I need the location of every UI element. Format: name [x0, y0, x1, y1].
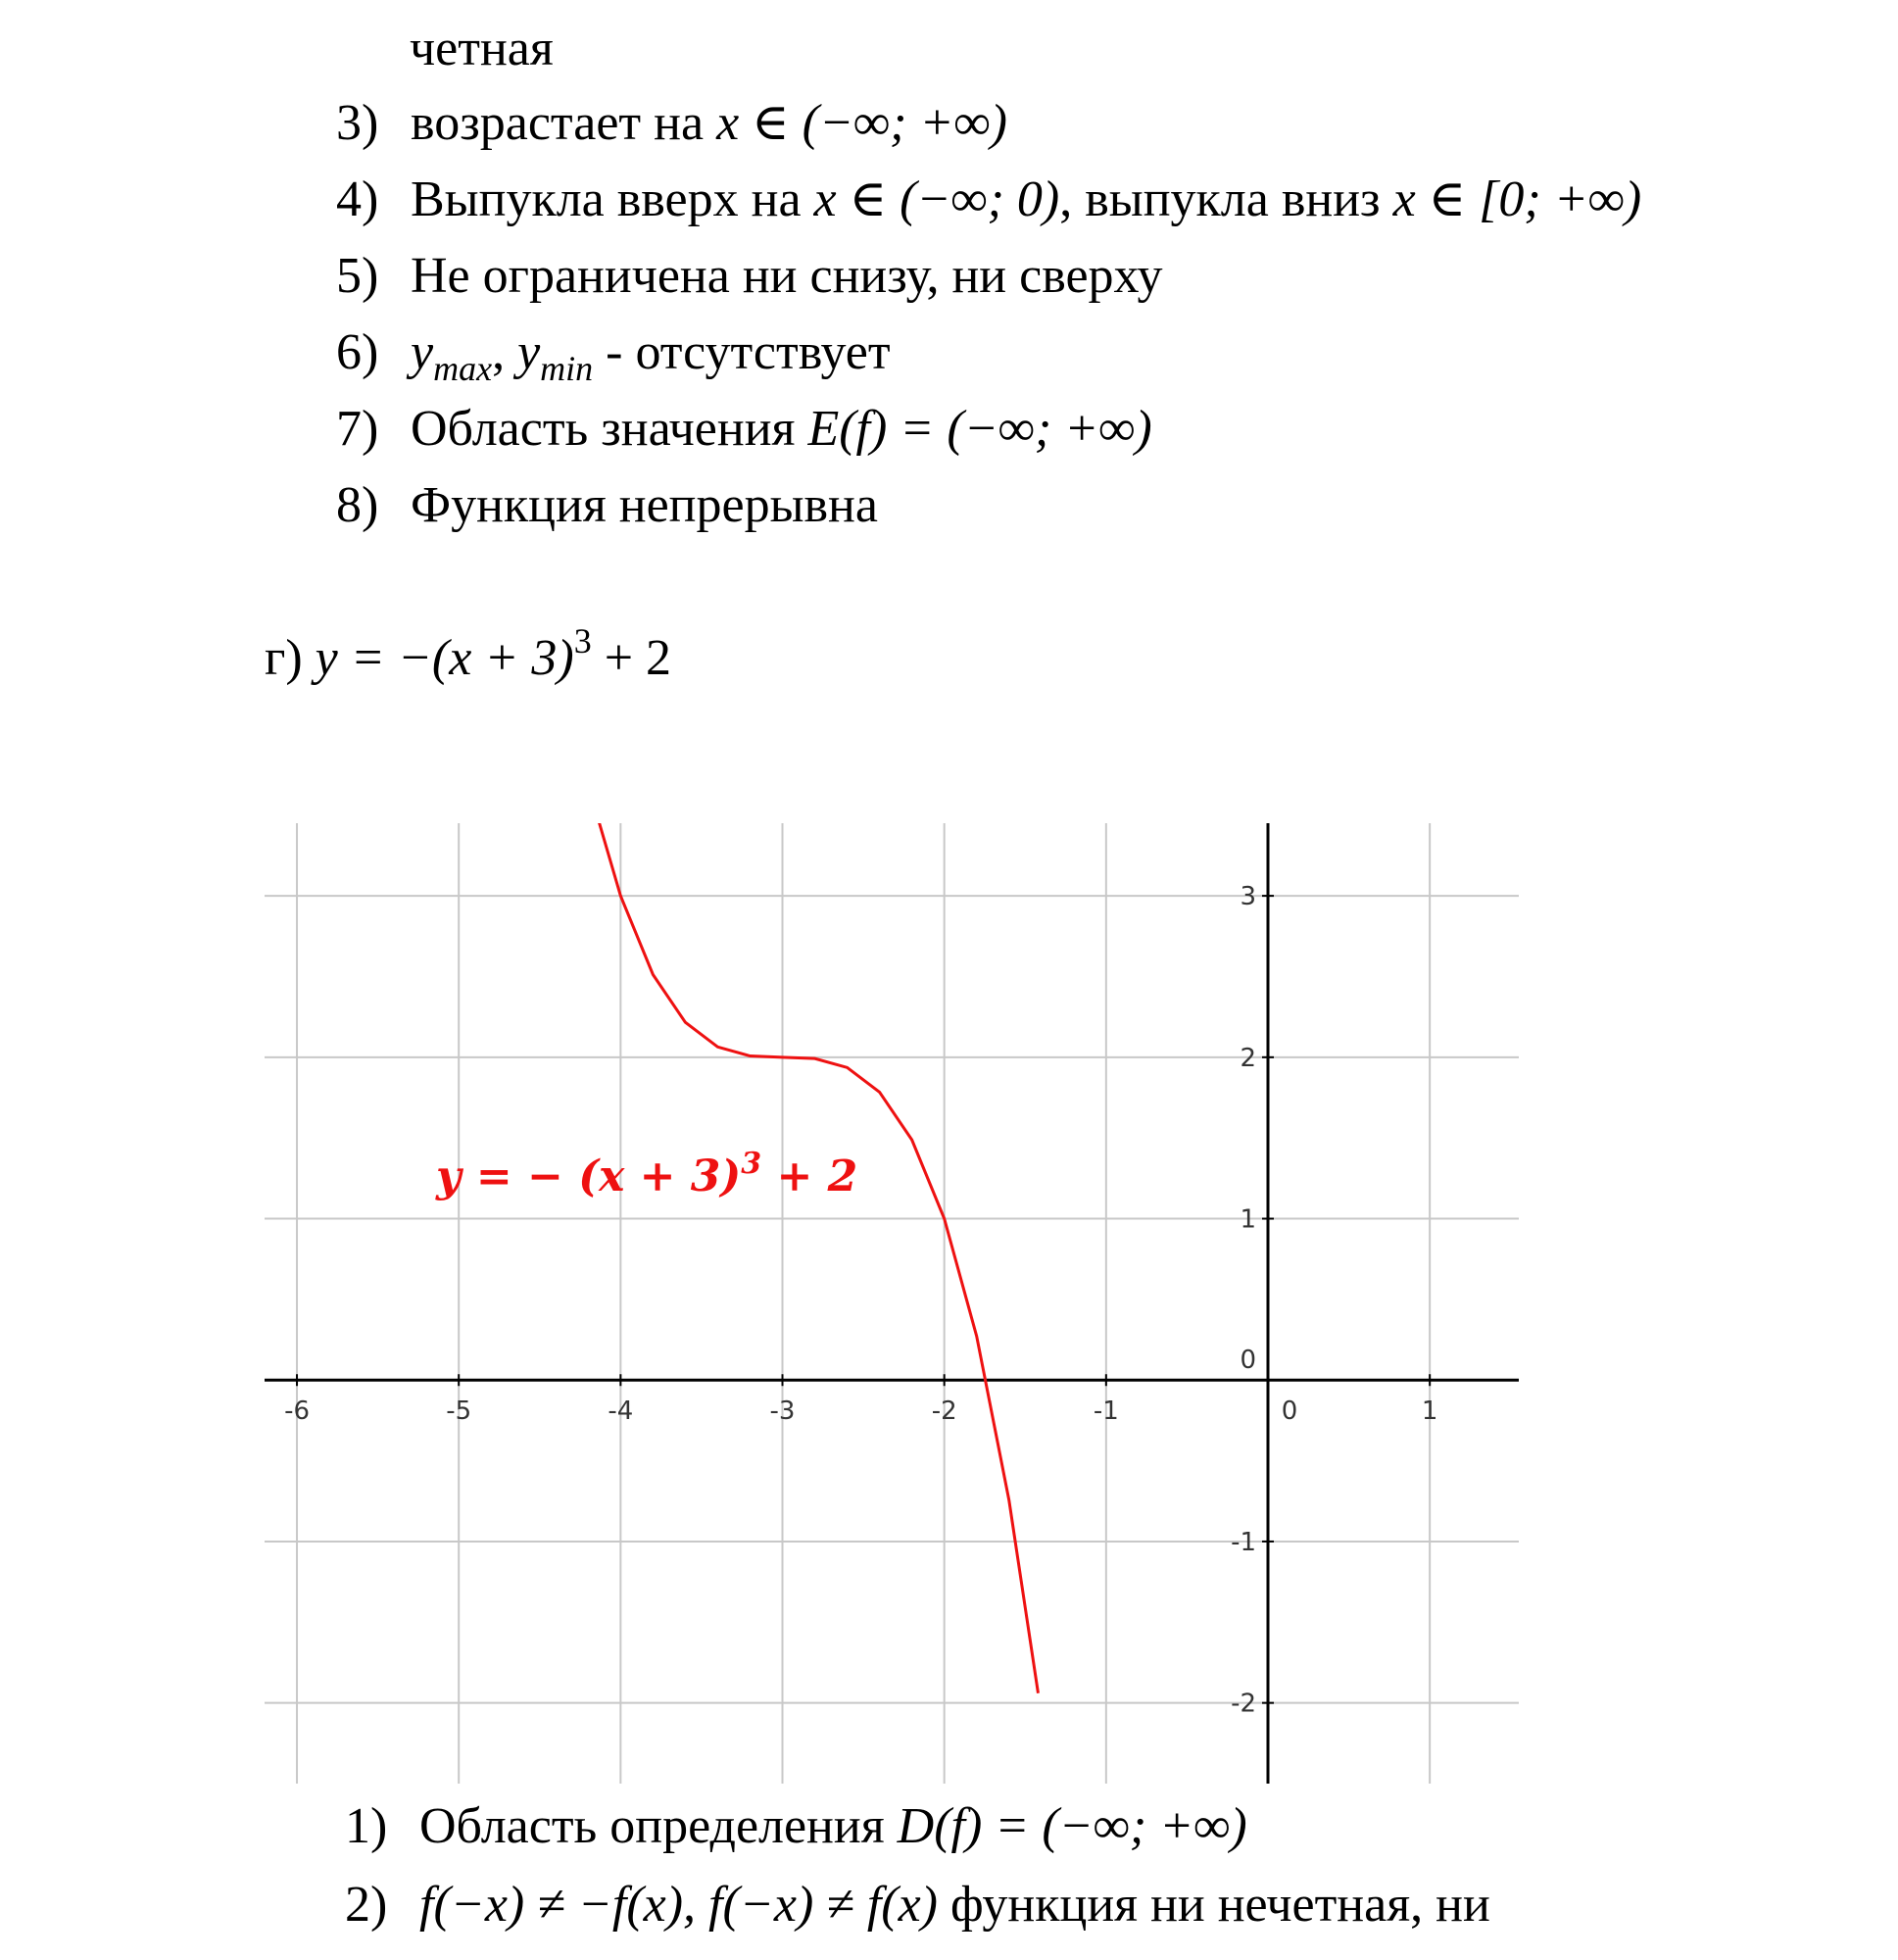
item-number: 5) — [336, 248, 379, 304]
item-math: x ∈ (−∞; 0) — [813, 172, 1060, 227]
x-tick-label-3: -3 — [769, 1396, 796, 1427]
list-item-1 — [345, 1798, 1247, 1854]
section-formula: y = −(x + 3) — [315, 630, 574, 686]
x-tick-label-7: 1 — [1421, 1396, 1438, 1427]
y-tick-label-5: 3 — [1240, 882, 1256, 912]
ymax-subscript: max — [433, 349, 493, 388]
x-tick-label-2: -4 — [608, 1396, 634, 1427]
item-math: f(−x) ≠ −f(x), f(−x) ≠ f(x) — [419, 1877, 938, 1933]
item-text: - отсутствует — [593, 324, 891, 380]
x-tick-label-4: -2 — [931, 1396, 957, 1427]
y-tick-label-3: 1 — [1240, 1204, 1256, 1235]
item-number: 8) — [336, 477, 379, 533]
item-text: Область значения — [411, 401, 808, 457]
list-item-7 — [336, 401, 1152, 457]
curve-label — [435, 1147, 857, 1201]
item-number: 1) — [345, 1798, 388, 1854]
list-item-3 — [336, 95, 1007, 151]
item-number: 4) — [336, 172, 379, 227]
item-number: 7) — [336, 401, 379, 457]
grid-lines — [265, 823, 1519, 1784]
item-text: Область определения — [419, 1798, 898, 1854]
x-tick-label-5: -1 — [1093, 1396, 1119, 1427]
item-text: возрастает на — [411, 95, 717, 151]
curve-label-main: y = − (x + 3) — [436, 1152, 742, 1201]
tick-labels — [284, 882, 1437, 1719]
item-text: функция ни нечетная, ни — [938, 1877, 1490, 1933]
curve-label-tail: + 2 — [761, 1152, 858, 1201]
item-text: Выпукла вверх на — [411, 172, 814, 227]
y-tick-label-1: -1 — [1231, 1527, 1256, 1557]
x-tick-label-0: -6 — [284, 1396, 311, 1427]
item-math-2: x ∈ [0; +∞) — [1392, 172, 1642, 227]
list-item-8 — [336, 477, 878, 533]
function-curve — [598, 823, 1038, 1693]
ymin-subscript: min — [540, 349, 594, 388]
item-number: 3) — [336, 95, 379, 151]
item-text: Не ограничена ни снизу, ни сверху — [411, 248, 1163, 304]
list-item-2 — [345, 1877, 1490, 1933]
section-formula-exponent: 3 — [573, 621, 592, 661]
y-tick-label-4: 2 — [1240, 1043, 1256, 1073]
list-item-5 — [336, 248, 1163, 304]
item-text-2: , выпукла вниз — [1059, 172, 1393, 227]
item-math: E(f) = (−∞; +∞) — [807, 401, 1152, 457]
comma: , — [492, 324, 518, 380]
section-label: г) — [265, 630, 303, 686]
item-math: x ∈ (−∞; +∞) — [716, 95, 1007, 151]
curve-label-exponent: 3 — [741, 1147, 762, 1181]
y-tick-label-0: -2 — [1231, 1689, 1256, 1719]
function-graph — [265, 823, 1519, 1784]
x-tick-label-1: -5 — [446, 1396, 472, 1427]
list-continuation: четная — [410, 21, 554, 76]
list-item-4 — [336, 174, 1641, 225]
section-formula-tail: + 2 — [591, 630, 672, 686]
item-number: 2) — [345, 1877, 388, 1933]
item-text: Функция непрерывна — [411, 477, 878, 533]
axes — [265, 823, 1519, 1784]
x-tick-label-6: 0 — [1281, 1396, 1298, 1427]
section-heading — [265, 621, 672, 686]
ymax-symbol: y — [411, 324, 434, 380]
ymin-symbol: y — [517, 324, 541, 380]
item-math: D(f) = (−∞; +∞) — [897, 1798, 1247, 1854]
y-tick-label-2: 0 — [1240, 1346, 1256, 1376]
list-item-6 — [336, 324, 891, 388]
item-number: 6) — [336, 324, 379, 380]
